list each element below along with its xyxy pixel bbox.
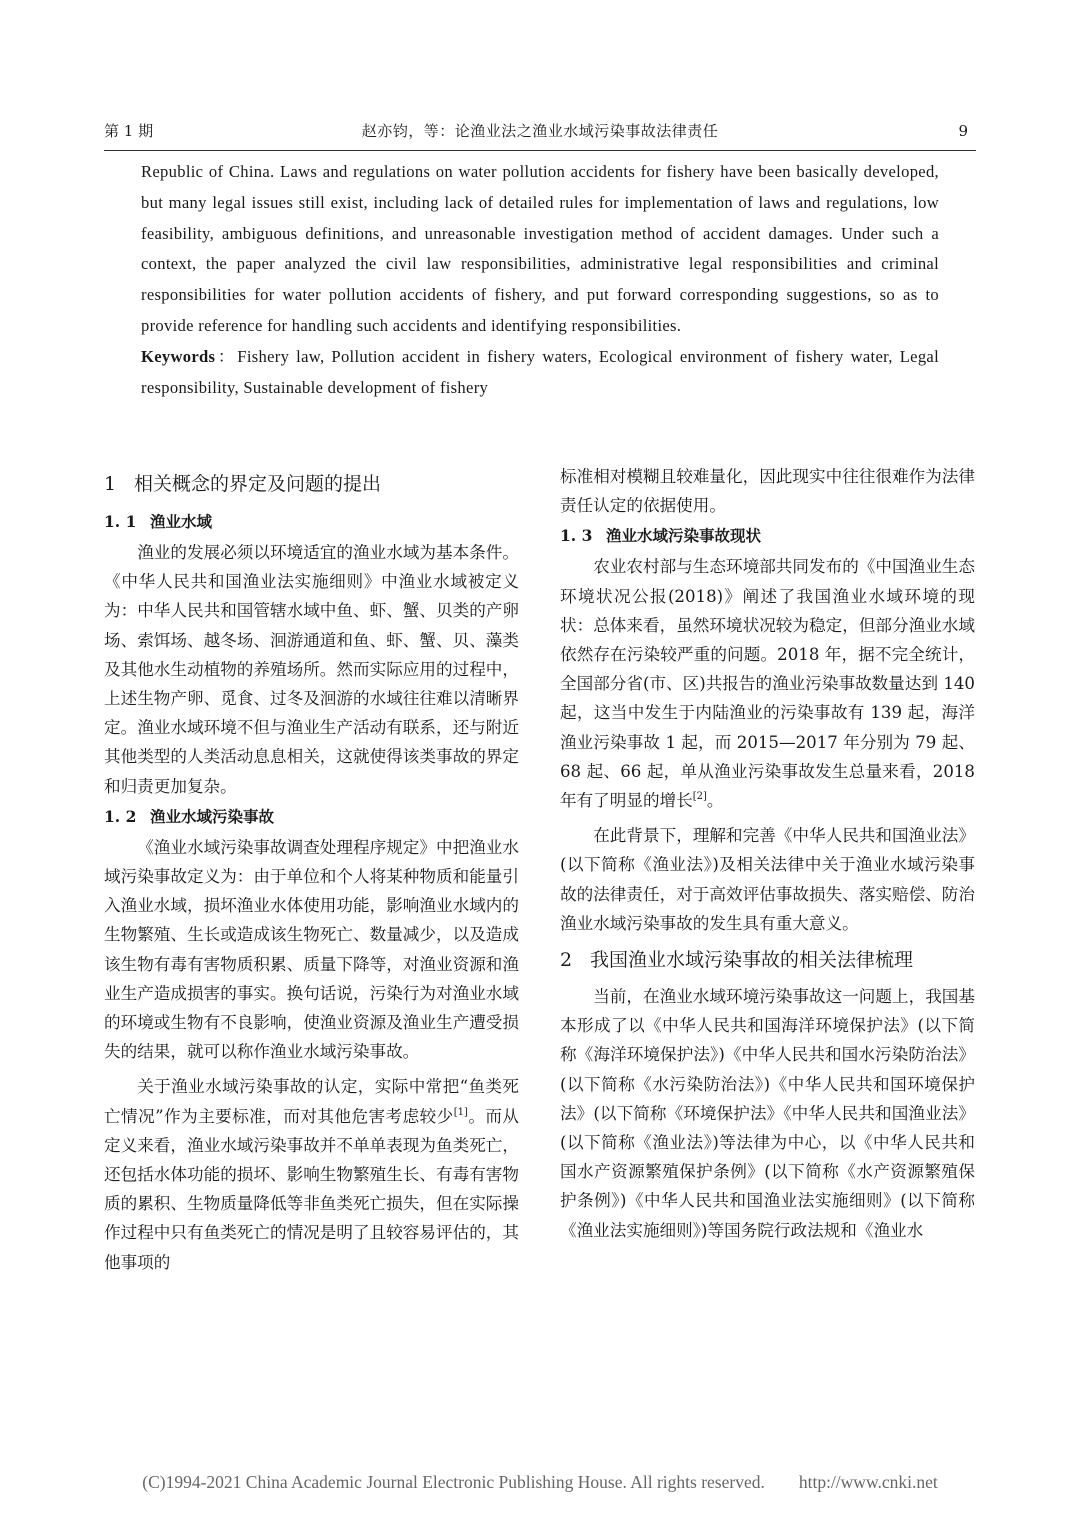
citation-ref[interactable]: [1]: [453, 1106, 468, 1118]
section-1-2-heading: [104, 802, 519, 832]
paragraph: 当前，在渔业水域环境污染事故这一问题上，我国基本形成了以《中华人民共和国海洋环境保护法》(以下简称《海洋环境保护法》)《中华人民共和国水污染防治法》(以下简称《水污染防治法》)《中华人民共和国环境保护法》(以下简称《环境保护法》《中华人民共和国渔业法》(以下简称《渔业法》)等法律为中心，以《中华人民共和国水产资源繁殖保护条例》(以下简称《水产资源繁殖保护条例》)《中华人民共和国渔业法实施细则》(以下简称《渔业法实施细则》)等国务院行政法规和《渔业水: [560, 987, 975, 1240]
page-number: 9: [958, 122, 968, 140]
copyright-text: (C)1994-2021 China Academic Journal Electronic Publishing House. All rights reserved.: [142, 1472, 765, 1492]
section-number: 1. 1: [104, 512, 137, 531]
section-number: 1. 3: [560, 526, 593, 546]
paragraph-continued: 标准相对模糊且较难量化，因此现实中往往很难作为法律责任认定的依据使用。: [560, 467, 975, 516]
right-column: [560, 462, 975, 1245]
issue-label: 第 1 期: [104, 122, 154, 140]
section-number: 1: [104, 473, 117, 495]
cnki-link[interactable]: http://www.cnki.net: [798, 1472, 938, 1492]
paragraph-text: 。: [706, 791, 724, 811]
paragraph: [104, 1072, 519, 1276]
running-title: 赵亦钧，等：论渔业法之渔业水域污染事故法律责任: [361, 122, 719, 140]
running-header: [104, 120, 976, 151]
copyright-footer: [0, 1472, 1080, 1493]
keywords-label: Keywords: [141, 346, 216, 366]
keywords-text: ：Fishery law, Pollution accident in fishery waters, Ecological environment of fishery water, Legal responsibility, Sustainable development of fishery: [141, 346, 939, 397]
keywords-line: [141, 342, 939, 404]
citation-ref[interactable]: [2]: [692, 791, 707, 803]
section-2-heading: [560, 938, 975, 982]
english-abstract: [141, 157, 939, 403]
paragraph: 《渔业水域污染事故调查处理程序规定》中把渔业水域污染事故定义为：由于单位和个人将某种物质和能量引入渔业水域，损坏渔业水体使用功能，影响渔业水域内的生物繁殖、生长或造成该生物死亡、数量减少，以及造成该生物有毒有害物质积累、质量下降等，对渔业资源和渔业生产造成损害的事实。换句话说，污染行为对渔业水域的环境或生物有不良影响，使渔业资源及渔业生产遭受损失的结果，就可以称作渔业水域污染事故。: [104, 837, 519, 1062]
section-number: 2: [560, 949, 573, 972]
section-title: 我国渔业水域污染事故的相关法律梳理: [590, 949, 914, 972]
section-1-1-heading: [104, 507, 519, 537]
abstract-text: Republic of China. Laws and regulations on water pollution accidents for fishery have been basically developed, but many legal issues still exist, including lack of detailed rules for implementation of laws and regulations, low feasibility, ambiguous definitions, and unreasonable investigation method of accident damages. Under such a context, the paper analyzed the civil law responsibilities, administrative legal responsibilities and criminal responsibilities for water pollution accidents of fishery, and put forward corresponding suggestions, so as to provide reference for handling such accidents and identifying responsibilities.: [141, 162, 939, 335]
paragraph-text: 农业农村部与生态环境部共同发布的《中国渔业生态环境状况公报(2018)》阐述了我国渔业水域环境的现状：总体来看，虽然环境状况较为稳定，但部分渔业水域依然存在污染较严重的问题。2018 年，据不完全统计，全国部分省(市、区)共报告的渔业污染事故数量达到 140 起，这当中发生于内陆渔业的污染事故有 139 起，海洋渔业污染事故 1 起，而 2015—2017 年分别为 79 起、68 起、66 起，单从渔业污染事故发生总量来看，2018 年有了明显的增长: [560, 557, 975, 811]
paragraph: [560, 552, 975, 815]
paragraph-text: 。而从定义来看，渔业水域污染事故并不单单表现为鱼类死亡，还包括水体功能的损坏、影响生物繁殖生长、有毒有害物质的累积、生物质量降低等非鱼类死亡损失，但在实际操作过程中只有鱼类死亡的情况是明了且较容易评估的，其他事项的: [104, 1106, 520, 1272]
paragraph-text: 关于渔业水域污染事故的认定，实际中常把“鱼类死亡情况”作为主要标准，而对其他危害考虑较少: [104, 1077, 519, 1126]
section-title: 渔业水域: [150, 513, 213, 531]
section-title: 相关概念的界定及问题的提出: [134, 473, 382, 495]
section-title: 渔业水域污染事故: [150, 807, 275, 826]
paragraph: 渔业的发展必须以环境适宜的渔业水域为基本条件。《中华人民共和国渔业法实施细则》中渔业水域被定义为：中华人民共和国管辖水域中鱼、虾、蟹、贝类的产卵场、索饵场、越冬场、洄游通道和鱼、虾、蟹、贝、藻类及其他水生动植物的养殖场所。然而实际应用的过程中，上述生物产卵、觅食、过冬及洄游的水域往往难以清晰界定。渔业水域环境不但与渔业生产活动有联系，还与附近其他类型的人类活动息息相关，这就使得该类事故的界定和归责更加复杂。: [104, 543, 519, 796]
section-number: 1. 2: [104, 806, 137, 826]
section-title: 渔业水域污染事故现状: [606, 527, 762, 546]
section-1-heading: [104, 462, 519, 506]
paragraph: 在此背景下，理解和完善《中华人民共和国渔业法》(以下简称《渔业法》)及相关法律中关于渔业水域污染事故的法律责任，对于高效评估事故损失、落实赔偿、防治渔业水域污染事故的发生具有重大意义。: [560, 826, 975, 933]
section-1-3-heading: [560, 521, 975, 551]
left-column: [104, 462, 519, 1277]
